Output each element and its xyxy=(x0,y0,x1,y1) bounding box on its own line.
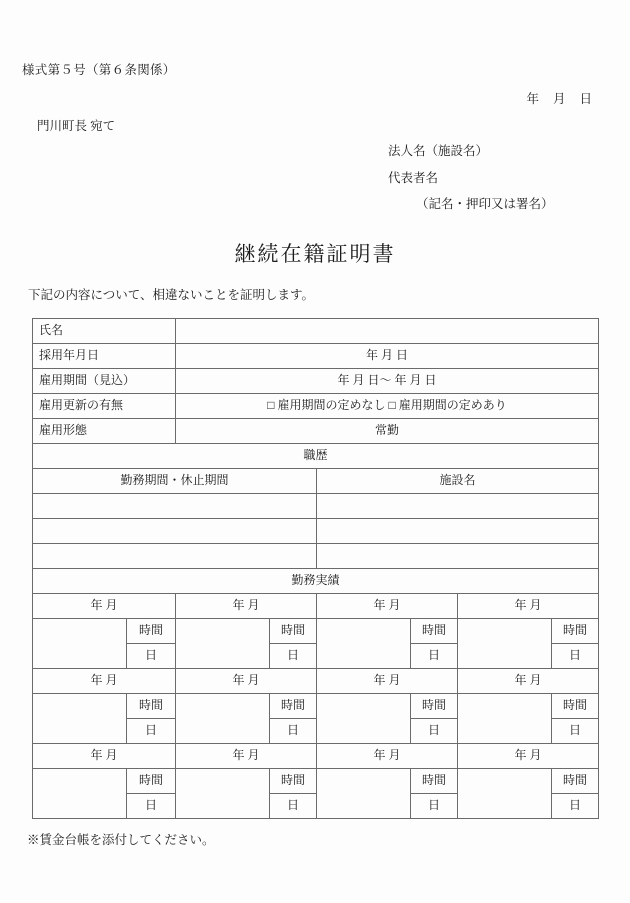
work-record-value-cell[interactable] xyxy=(33,769,127,819)
table-row xyxy=(33,394,599,419)
form-number: 様式第５号（第６条関係） xyxy=(22,63,176,77)
work-record-period-header: 年 月 xyxy=(176,594,317,619)
work-history-facility-cell[interactable] xyxy=(317,544,599,569)
work-record-period-header: 年 月 xyxy=(317,594,458,619)
work-record-value-cell[interactable] xyxy=(458,769,552,819)
work-record-days-label: 日 xyxy=(552,719,599,744)
work-record-value-cell[interactable] xyxy=(176,694,270,744)
work-record-hours-label: 時間 xyxy=(270,619,317,644)
footnote: ※賃金台帳を添付してください。 xyxy=(27,833,215,847)
work-record-days-label: 日 xyxy=(411,644,458,669)
row-label-name: 氏名 xyxy=(33,319,176,344)
work-record-period-header: 年 月 xyxy=(176,744,317,769)
organization-name-label: 法人名（施設名） xyxy=(388,144,489,158)
work-record-value-cell[interactable] xyxy=(33,694,127,744)
work-record-days-label: 日 xyxy=(270,794,317,819)
work-record-hours-label: 時間 xyxy=(127,769,176,794)
representative-name-label: 代表者名 xyxy=(388,171,439,185)
date-day: 日 xyxy=(579,92,592,106)
column-header-facility: 施設名 xyxy=(317,469,599,494)
work-history-facility-cell[interactable] xyxy=(317,519,599,544)
table-row xyxy=(33,369,599,394)
work-record-days-label: 日 xyxy=(411,719,458,744)
certificate-table xyxy=(32,318,599,819)
date-line xyxy=(526,89,592,107)
section-header-work-history: 職歴 xyxy=(33,444,599,469)
table-row xyxy=(33,569,599,594)
table-row xyxy=(33,694,599,719)
work-record-days-label: 日 xyxy=(270,644,317,669)
work-record-days-label: 日 xyxy=(411,794,458,819)
work-record-period-header: 年 月 xyxy=(458,594,599,619)
work-history-period-cell[interactable] xyxy=(33,544,317,569)
row-value-employment-type[interactable]: 常勤 xyxy=(176,419,599,444)
work-record-hours-label: 時間 xyxy=(411,694,458,719)
work-record-hours-label: 時間 xyxy=(127,694,176,719)
work-history-period-cell[interactable] xyxy=(33,494,317,519)
work-record-period-header: 年 月 xyxy=(458,744,599,769)
work-record-hours-label: 時間 xyxy=(270,694,317,719)
section-header-work-record: 勤務実績 xyxy=(33,569,599,594)
work-record-period-header: 年 月 xyxy=(33,594,176,619)
row-label-employment-period: 雇用期間（見込） xyxy=(33,369,176,394)
work-record-period-header: 年 月 xyxy=(317,669,458,694)
row-value-name[interactable] xyxy=(176,319,599,344)
work-record-days-label: 日 xyxy=(127,644,176,669)
table-row xyxy=(33,744,599,769)
row-value-renewal-checkboxes[interactable]: □ 雇用期間の定めなし □ 雇用期間の定めあり xyxy=(176,394,599,419)
row-label-employment-type: 雇用形態 xyxy=(33,419,176,444)
row-value-employment-period[interactable]: 年 月 日～ 年 月 日 xyxy=(176,369,599,394)
table-row xyxy=(33,669,599,694)
work-record-hours-label: 時間 xyxy=(270,769,317,794)
intro-statement: 下記の内容について、相違ないことを証明します。 xyxy=(28,288,315,302)
work-record-period-header: 年 月 xyxy=(458,669,599,694)
work-record-value-cell[interactable] xyxy=(317,769,411,819)
work-record-days-label: 日 xyxy=(127,794,176,819)
work-record-period-header: 年 月 xyxy=(33,744,176,769)
row-value-hire-date[interactable]: 年 月 日 xyxy=(176,344,599,369)
signature-note: （記名・押印又は署名） xyxy=(416,197,554,211)
work-record-hours-label: 時間 xyxy=(127,619,176,644)
work-record-value-cell[interactable] xyxy=(317,619,411,669)
addressee: 門川町長 宛て xyxy=(37,119,116,133)
work-record-value-cell[interactable] xyxy=(176,619,270,669)
work-record-hours-label: 時間 xyxy=(552,694,599,719)
work-record-days-label: 日 xyxy=(552,794,599,819)
work-record-value-cell[interactable] xyxy=(458,619,552,669)
table-row xyxy=(33,619,599,644)
work-record-hours-label: 時間 xyxy=(411,619,458,644)
work-record-period-header: 年 月 xyxy=(176,669,317,694)
work-record-period-header: 年 月 xyxy=(317,744,458,769)
table-row xyxy=(33,594,599,619)
work-record-days-label: 日 xyxy=(270,719,317,744)
table-row xyxy=(33,319,599,344)
work-record-period-header: 年 月 xyxy=(33,669,176,694)
work-record-hours-label: 時間 xyxy=(552,769,599,794)
table-row xyxy=(33,769,599,794)
work-record-hours-label: 時間 xyxy=(411,769,458,794)
work-record-value-cell[interactable] xyxy=(176,769,270,819)
table-row xyxy=(33,344,599,369)
work-history-period-cell[interactable] xyxy=(33,519,317,544)
column-header-period: 勤務期間・休止期間 xyxy=(33,469,317,494)
work-record-days-label: 日 xyxy=(127,719,176,744)
row-label-hire-date: 採用年月日 xyxy=(33,344,176,369)
work-record-days-label: 日 xyxy=(552,644,599,669)
work-record-value-cell[interactable] xyxy=(33,619,127,669)
table-row xyxy=(33,419,599,444)
table-row xyxy=(33,544,599,569)
table-row xyxy=(33,469,599,494)
document-title: 継続在籍証明書 xyxy=(234,242,396,266)
date-year: 年 xyxy=(526,92,539,106)
table-row xyxy=(33,519,599,544)
table-row xyxy=(33,494,599,519)
work-history-facility-cell[interactable] xyxy=(317,494,599,519)
date-month: 月 xyxy=(552,92,566,106)
work-record-value-cell[interactable] xyxy=(317,694,411,744)
table-row xyxy=(33,444,599,469)
work-record-hours-label: 時間 xyxy=(552,619,599,644)
work-record-value-cell[interactable] xyxy=(458,694,552,744)
row-label-renewal: 雇用更新の有無 xyxy=(33,394,176,419)
